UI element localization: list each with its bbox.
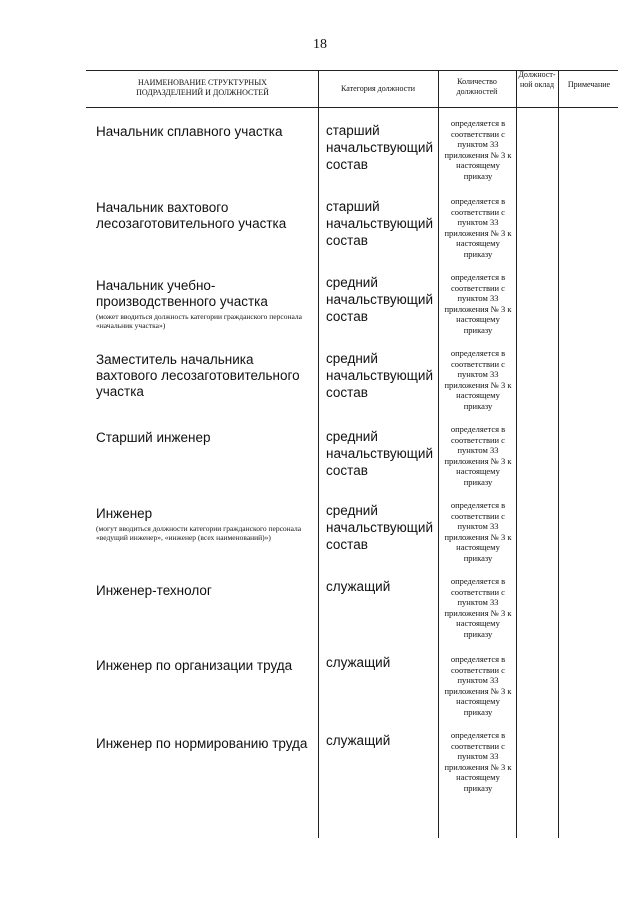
table-row: [0, 654, 640, 732]
header-quantity: Количество должностей: [456, 77, 498, 96]
header-salary: Должност-ной оклад: [518, 70, 556, 89]
position-name-cell: [96, 352, 318, 400]
position-name-cell: [96, 506, 318, 542]
table-row: [0, 272, 640, 350]
quantity-cell: определяется в соответствии с пунктом 33 приложения № 3 к настоящему приказу: [444, 500, 512, 563]
position-name: Инженер по нормированию труда: [96, 736, 308, 751]
table-row: [0, 424, 640, 502]
position-note: (может вводиться должность категории гражданского персонала «начальник участка»): [96, 312, 302, 330]
quantity-cell: определяется в соответствии с пунктом 33 приложения № 3 к настоящему приказу: [444, 654, 512, 717]
position-name-cell: [96, 124, 318, 140]
position-name-cell: [96, 430, 318, 446]
category-cell: средний начальствующий состав: [326, 351, 433, 400]
quantity-cell: определяется в соответствии с пунктом 33 приложения № 3 к настоящему приказу: [444, 348, 512, 411]
category-cell: старший начальствующий состав: [326, 199, 433, 248]
category-cell: служащий: [326, 655, 391, 670]
quantity-cell: определяется в соответствии с пунктом 33 приложения № 3 к настоящему приказу: [444, 576, 512, 639]
position-name-cell: [96, 278, 318, 330]
position-name-cell: [96, 200, 318, 232]
position-name: Инженер по организации труда: [96, 658, 293, 673]
table-row: [0, 500, 640, 578]
category-cell: старший начальствующий состав: [326, 123, 433, 172]
position-name: Инженер: [96, 506, 153, 521]
header-note: Примечание: [567, 80, 611, 89]
quantity-cell: определяется в соответствии с пунктом 33 приложения № 3 к настоящему приказу: [444, 730, 512, 793]
header-name: НАИМЕНОВАНИЕ СТРУКТУРНЫХ ПОДРАЗДЕЛЕНИЙ И ДОЛЖНОСТЕЙ: [136, 78, 269, 97]
quantity-cell: определяется в соответствии с пунктом 33 приложения № 3 к настоящему приказу: [444, 272, 512, 335]
page-number: 18: [313, 37, 327, 52]
quantity-cell: определяется в соответствии с пунктом 33 приложения № 3 к настоящему приказу: [444, 118, 512, 181]
position-name: Начальник учебно-производственного участка: [96, 278, 268, 309]
category-cell: служащий: [326, 579, 391, 594]
header-category: Категория должности: [341, 84, 415, 93]
table-row: [0, 576, 640, 654]
position-name: Начальник вахтового лесозаготовительного участка: [96, 200, 287, 231]
table-row: [0, 348, 640, 426]
table-row: [0, 118, 640, 196]
position-name: Начальник сплавного участка: [96, 124, 283, 139]
quantity-cell: определяется в соответствии с пунктом 33 приложения № 3 к настоящему приказу: [444, 196, 512, 259]
position-name-cell: [96, 583, 318, 599]
category-cell: средний начальствующий состав: [326, 429, 433, 478]
header-bottom-border: [86, 107, 618, 108]
position-name: Инженер-технолог: [96, 583, 212, 598]
table-row: [0, 730, 640, 808]
position-name: Старший инженер: [96, 430, 211, 445]
category-cell: служащий: [326, 733, 391, 748]
category-cell: средний начальствующий состав: [326, 275, 433, 324]
position-note: (могут вводиться должности категории гражданского персонала «ведущий инженер», «инженер (всех наименований)»): [96, 524, 302, 542]
position-name-cell: [96, 736, 318, 752]
position-name-cell: [96, 658, 318, 674]
quantity-cell: определяется в соответствии с пунктом 33 приложения № 3 к настоящему приказу: [444, 424, 512, 487]
table-row: [0, 196, 640, 274]
position-name: Заместитель начальника вахтового лесозаготовительного участка: [96, 352, 300, 399]
category-cell: средний начальствующий состав: [326, 503, 433, 552]
